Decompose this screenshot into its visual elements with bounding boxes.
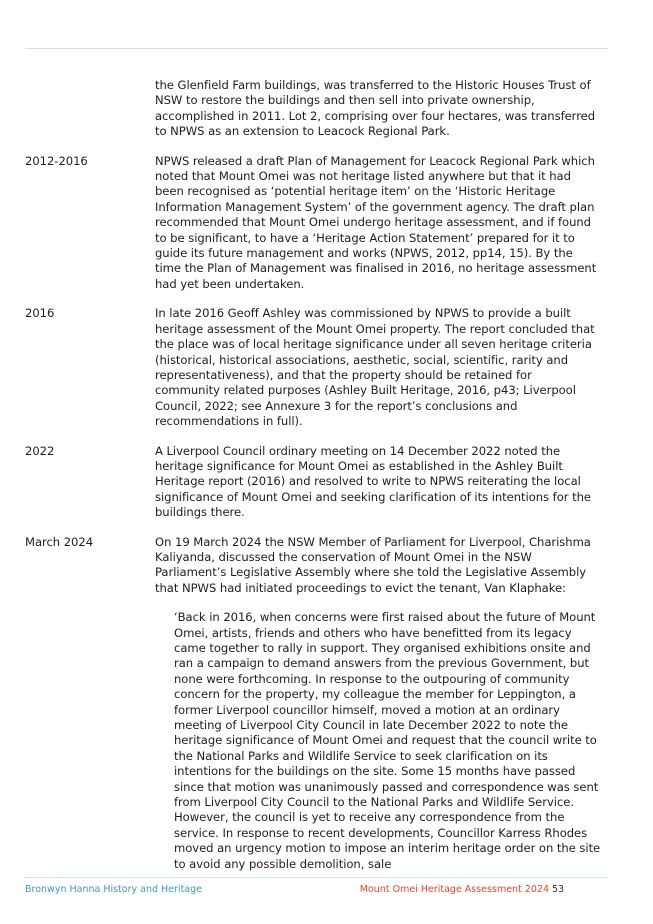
entry-2022 [0, 444, 653, 521]
entry-text: NPWS released a draft Plan of Management for Leacock Regional Park which noted that Mount Omei was not heritage listed anywhere but that it had been recognised as ‘potential heritage item’ on the ‘Historic Heritage Information Management System’ of the government agency. The draft plan recommended that Mount Omei undergo heritage assessment, and if found to be significant, to have a ‘Heritage Action Statement’ prepared for it to guide its future management and works (NPWS, 2012, pp14, 15). By the time the Plan of Management was finalised in 2016, no heritage assessment had yet been undertaken. [155, 153, 597, 291]
entry-text: In late 2016 Geoff Ashley was commissioned by NPWS to provide a built heritage assessment of the Mount Omei property. The report concluded that the place was of local heritage significance under all seven heritage criteria (historical, historical associations, aesthetic, social, scientific, rarity and representativeness), and that the property should be retained for community related purposes (Ashley Built Heritage, 2016, p43; Liverpool Council, 2022; see Annexure 3 for the report’s conclusions and recommendations in full). [155, 306, 595, 429]
page-body [0, 78, 653, 872]
entry-text: the Glenfield Farm buildings, was transferred to the Historic Houses Trust of NSW to restore the buildings and then sell into private ownership, accomplished in 2011. Lot 2, comprising over four hectares, was transferred to NPWS as an extension to Leacock Regional Park. [155, 78, 596, 139]
footer-author: Bronwyn Hanna History and Heritage [25, 884, 202, 895]
footer-rule [25, 877, 608, 878]
paragraph-continued [0, 78, 653, 140]
entry-text: A Liverpool Council ordinary meeting on 14 December 2022 noted the heritage significance for Mount Omei as established in the Ashley Built Heritage report (2016) and resolved to write to NPWS reiterating the local significance of Mount Omei and seeking clarification of its intentions for the buildings there. [155, 443, 591, 520]
entry-date: 2022 [25, 443, 55, 458]
entry-march-2024 [0, 535, 653, 597]
header-rule [25, 48, 608, 49]
entry-text: On 19 March 2024 the NSW Member of Parliament for Liverpool, Charishma Kaliyanda, discussed the conservation of Mount Omei in the NSW Parliament’s Legislative Assembly where she told the Legislative Assembly that NPWS had initiated proceedings to evict the tenant, Van Klaphake: [155, 534, 591, 595]
entry-date: 2012-2016 [25, 153, 88, 168]
page-number: 53 [552, 884, 565, 895]
entry-date: March 2024 [25, 534, 94, 549]
footer-document-title: Mount Omei Heritage Assessment 2024 [359, 884, 549, 895]
entry-2016 [0, 306, 653, 429]
entry-2012-2016 [0, 154, 653, 293]
parliament-quote: ‘Back in 2016, when concerns were first raised about the future of Mount Omei, artists, friends and others who have benefitted from its legacy came together to rally in support. They organised exhibitions onsite and ran a campaign to demand answers from the previous Government, but none were forthcoming. In response to the outpouring of community concern for the property, my colleague the member for Leppington, a former Liverpool councillor himself, moved a motion at an ordinary meeting of Liverpool City Council in late December 2022 to note the heritage significance of Mount Omei and request that the council write to the National Parks and Wildlife Service to seek clarification on its intentions for the buildings on the site. Some 15 months have passed since that motion was unanimously passed and correspondence was sent from Liverpool City Council to the National Parks and Wildlife Service. However, the council is yet to receive any correspondence from the service. In response to recent developments, Councillor Karress Rhodes moved an urgency motion to impose an interim heritage order on the site to avoid any possible demolition, sale [174, 610, 601, 871]
entry-date: 2016 [25, 306, 55, 321]
